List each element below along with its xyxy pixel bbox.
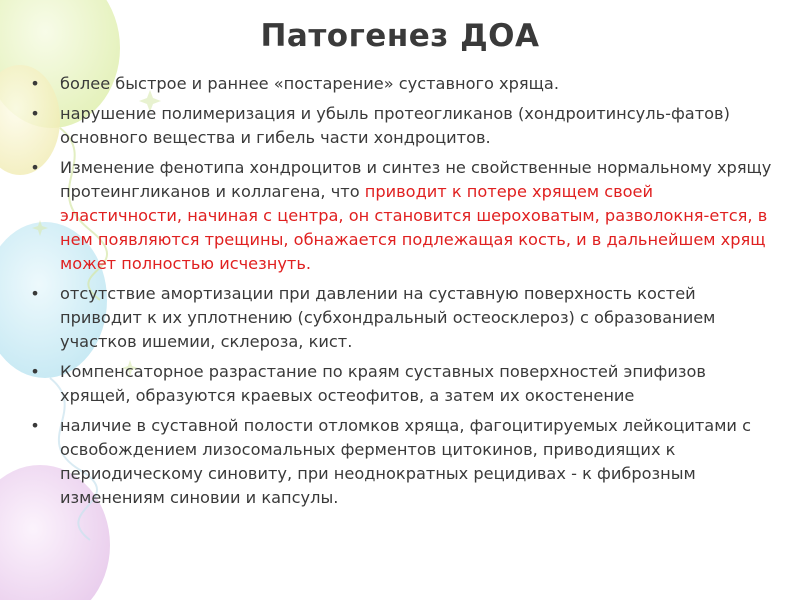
bullet-list <box>24 72 774 516</box>
bullet-icon: • <box>30 416 40 435</box>
list-item <box>24 72 774 96</box>
bullet-highlight-text: приводит к потере хрящем своей эластичности, начиная с центра, он становится шероховатым, разволокня-ется, в нем появляются трещины, обнажается подлежащая кость, и в дальнейшем хрящ может полностью исчезнуть. <box>60 182 768 273</box>
bullet-icon: • <box>30 158 40 177</box>
bullet-icon: • <box>30 284 40 303</box>
list-item <box>24 414 774 510</box>
bullet-text: Компенсаторное разрастание по краям суставных поверхностей эпифизов хрящей, образуются краевых остеофитов, а затем их окостенение <box>60 362 706 405</box>
list-item <box>24 282 774 354</box>
bullet-text: Изменение фенотипа хондроцитов и синтез не свойственные нормальному хрящу протеингликанов и коллагена, что <box>60 158 772 201</box>
list-item <box>24 102 774 150</box>
bullet-text: нарушение полимеризация и убыль протеогликанов (хондроитинсуль-фатов) основного вещества и гибель части хондроцитов. <box>60 104 730 147</box>
bullet-text: отсутствие амортизации при давлении на суставную поверхность костей приводит к их уплотнению (субхондральный остеосклероз) с образованием участков ишемии, склероза, кист. <box>60 284 716 351</box>
bullet-text: более быстрое и раннее «постарение» суставного хряща. <box>60 74 559 93</box>
bullet-icon: • <box>30 74 40 93</box>
bullet-icon: • <box>30 362 40 381</box>
list-item <box>24 360 774 408</box>
slide-title: Патогенез ДОА <box>260 18 540 54</box>
bullet-text: наличие в суставной полости отломков хряща, фагоцитируемых лейкоцитами с освобождением лизосомальных ферментов цитокинов, приводиящих к периодическому синовиту, при неоднократных рецидивах - к фиброзным изменениям синовии и капсулы. <box>60 416 751 507</box>
bullet-icon: • <box>30 104 40 123</box>
list-item <box>24 156 774 276</box>
